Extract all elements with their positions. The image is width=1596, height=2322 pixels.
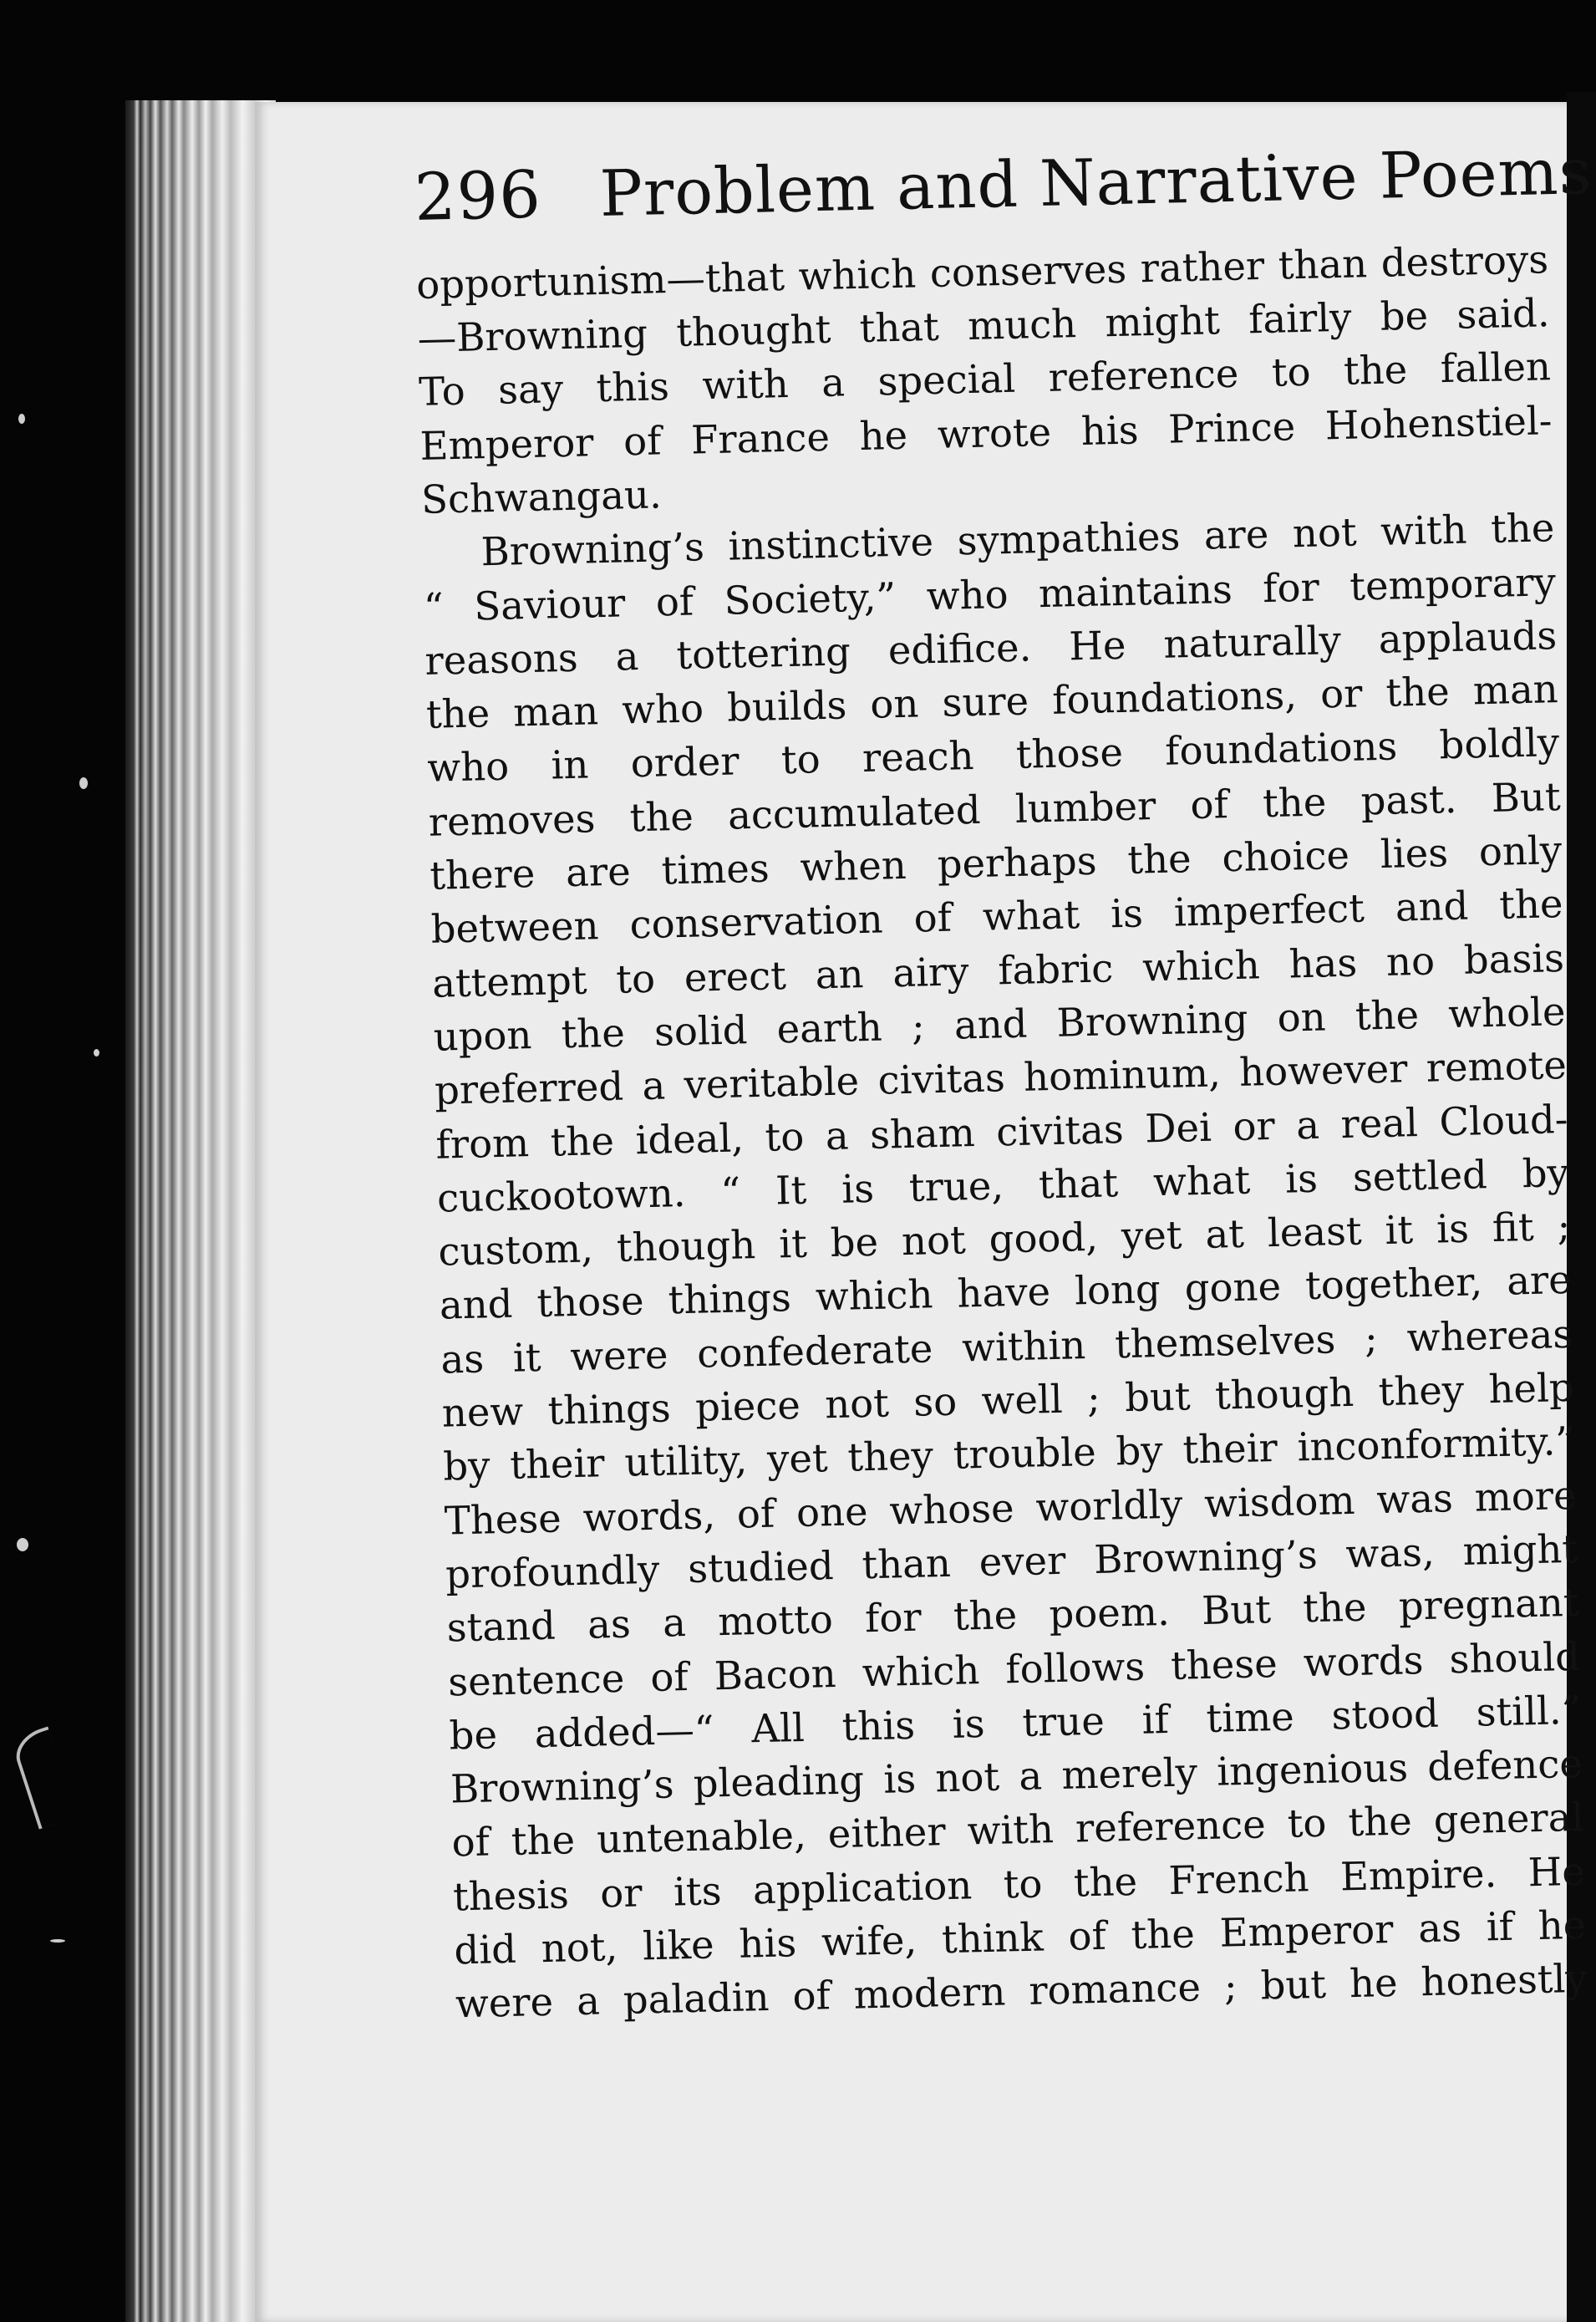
- dust-speck: [94, 1049, 99, 1057]
- text-line: did not, like his wife, think of the Emperor as if he: [453, 1902, 1587, 1973]
- page-text-block: [413, 134, 1593, 2031]
- text-line: were a paladin of modern romance ; but he honestly: [455, 1955, 1588, 2027]
- dust-speck: [79, 777, 88, 789]
- text-line: who in order to reach those foundations boldly: [426, 720, 1560, 792]
- scratch-mark: [10, 1726, 78, 1829]
- text-line: be added—“ All this is true if time stood still.”: [449, 1687, 1582, 1759]
- text-line: and those things which have long gone together, are: [439, 1257, 1573, 1329]
- text-line: preferred a veritable civitas hominum, however remote: [434, 1042, 1568, 1113]
- text-line: Browning’s pleading is not a merely ingenious defence: [450, 1740, 1583, 1812]
- text-line: These words, of one whose worldly wisdom was more: [444, 1472, 1578, 1544]
- text-line: Emperor of France he wrote his Prince Hohenstiel-: [419, 397, 1553, 469]
- text-line: opportunism—that which conserves rather than destroys: [415, 237, 1549, 308]
- text-line: “ Saviour of Society,” who maintains for temporary: [423, 558, 1557, 630]
- page-number: 296: [413, 157, 542, 236]
- dust-speck: [17, 1538, 28, 1551]
- text-line: upon the solid earth ; and Browning on the whole: [433, 988, 1566, 1060]
- text-line: between conservation of what is imperfect and the: [430, 881, 1564, 953]
- text-line: stand as a motto for the poem. But the pregnant: [446, 1580, 1580, 1651]
- text-line: custom, though it be not good, yet at least it is fit ;: [437, 1204, 1571, 1275]
- text-line: profoundly studied than ever Browning’s was, might: [445, 1525, 1578, 1597]
- text-line: sentence of Bacon which follows these words should: [447, 1633, 1581, 1705]
- text-line: as it were confederate within themselves ; whereas: [440, 1311, 1573, 1383]
- text-line: new things piece not so well ; but though they help: [441, 1364, 1575, 1436]
- text-line: the man who builds on sure foundations, or the man: [425, 666, 1559, 737]
- text-line: Browning’s instinctive sympathies are not with the: [480, 505, 1555, 575]
- text-line: removes the accumulated lumber of the past. But: [428, 773, 1562, 845]
- dust-speck: [50, 1939, 65, 1943]
- text-line: attempt to erect an airy fabric which has no basis: [431, 934, 1565, 1006]
- text-line: reasons a tottering edifice. He naturally applauds: [424, 612, 1558, 684]
- text-line: by their utility, yet they trouble by their inconformity.”: [442, 1418, 1576, 1489]
- text-line: thesis or its application to the French Empire. He: [452, 1848, 1586, 1920]
- running-title: Problem and Narrative Poems: [598, 134, 1593, 231]
- body-text: [416, 232, 1588, 2031]
- text-line: from the ideal, to a sham civitas Dei or a real Cloud-: [435, 1096, 1568, 1168]
- text-line: of the untenable, either with reference to the general: [450, 1795, 1584, 1866]
- text-line: Schwangau.: [420, 471, 663, 522]
- text-line: —Browning thought that much might fairly be said.: [417, 290, 1551, 362]
- stacked-page-edges: [125, 100, 276, 2322]
- text-line: there are times when perhaps the choice lies only: [429, 827, 1563, 899]
- dust-speck: [18, 414, 25, 424]
- text-line: cuckootown. “ It is true, that what is settled by: [436, 1149, 1570, 1221]
- text-line: To say this with a special reference to the fallen: [418, 344, 1552, 415]
